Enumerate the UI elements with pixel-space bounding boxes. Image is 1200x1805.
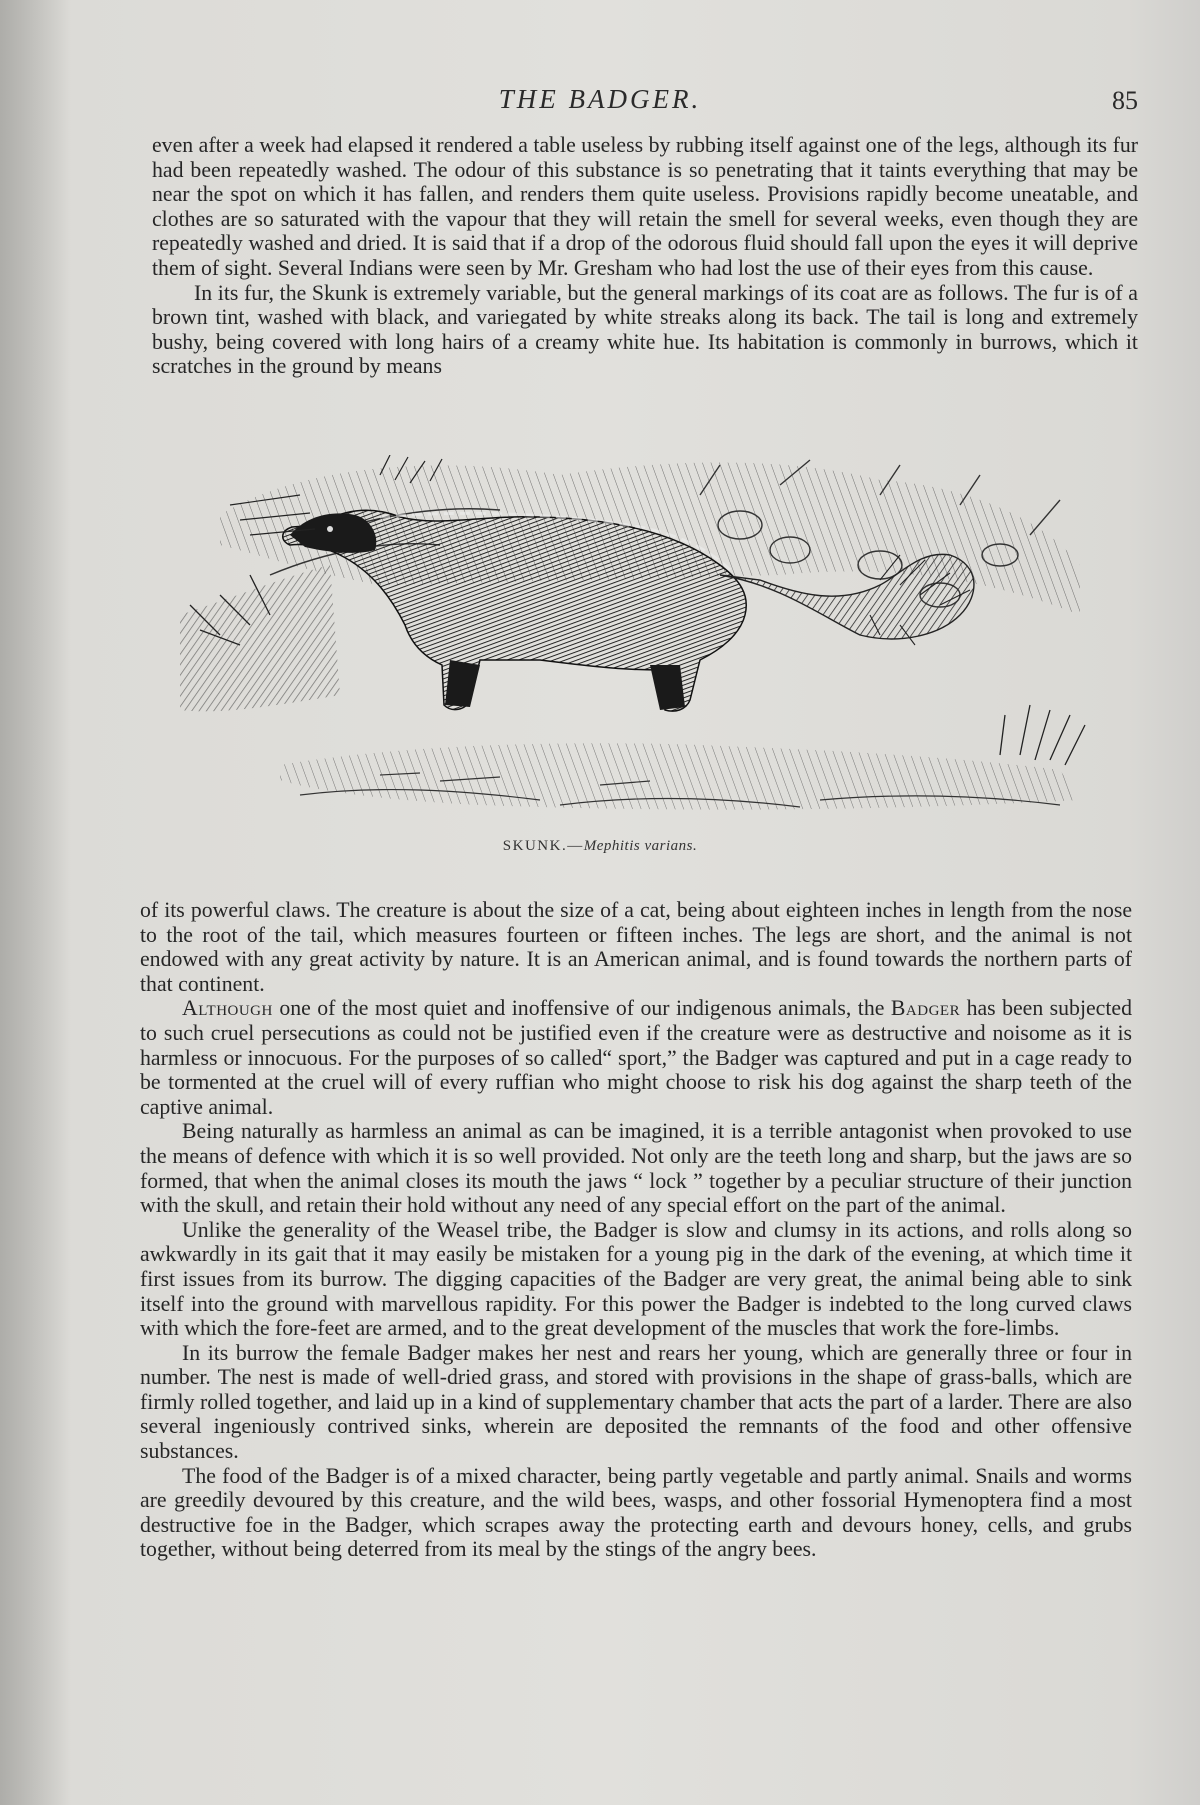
caption-latin-name: Mephitis varians. [583,838,698,854]
paragraph-badger-intro-part-b: has been subjected to such cruel persecutions as could not be justified even if the creature were as destructive and noisome as it is harmless or innocuous. For the purposes of so called“ sport,” the Badger was captured and put in a cage ready to be tormented at the cruel will of every ruffian who might choose to risk his dog against the sharp teeth of the captive animal. [140,996,1132,1119]
skunk-engraving [180,455,1100,835]
paragraph-claws: of its powerful claws. The creature is about the size of a cat, being about eighteen inches in length from the nose to the root of the tail, which measures fourteen or fifteen inches. The legs are short, and the animal is not endowed with any great activity by nature. It is an American animal, and is found towards the northern parts of that continent. [140,898,1132,996]
top-text-block [152,133,1138,379]
paragraph-badger-intro-part-a: one of the most quiet and inoffensive of our indigenous animals, the [272,996,891,1021]
skunk-illustration [180,455,1100,835]
running-title: THE BADGER. [498,84,702,114]
running-head [0,80,1200,120]
figure-caption [0,838,1200,855]
paragraph-jaws: Being naturally as harmless an animal as can be imagined, it is a terrible antagonist when provoked to use the means of defence with which it is so well provided. Not only are the teeth long and sharp, but the jaws are so formed, that when the animal closes its mouth the jaws “ lock ” together by a peculiar structure of their junction with the skull, and retain their hold without any need of any special effort on the part of the animal. [140,1119,1132,1218]
paragraph-badger-intro [140,996,1132,1119]
paragraph-continued: even after a week had elapsed it rendered a table useless by rubbing itself against one of the legs, although its fur had been repeatedly washed. The odour of this substance is so penetrating that it taints everything that may be near the spot on which it has fallen, and renders them quite useless. Provisions rapidly become uneatable, and clothes are so saturated with the vapour that they will retain the smell for several weeks, even though they are repeatedly washed and dried. It is said that if a drop of the odorous fluid should fall upon the eyes it will deprive them of sight. Several Indians were seen by Mr. Gresham who had lost the use of their eyes from this cause. [152,133,1138,280]
bottom-text-block [140,898,1132,1562]
paragraph-gait: Unlike the generality of the Weasel tribe, the Badger is slow and clumsy in its actions, and rolls along so awkwardly in its gait that it may easily be mistaken for a young pig in the dark of the evening, at which time it first issues from its burrow. The digging capacities of the Badger are very great, the animal being able to sink itself into the ground with marvellous rapidity. For this power the Badger is indebted to the long curved claws with which the fore-feet are armed, and to the great development of the muscles that work the fore-limbs. [140,1217,1132,1341]
caption-name: SKUNK. [502,838,568,854]
caption-dash: — [567,838,584,854]
paragraph-food: The food of the Badger is of a mixed character, being partly vegetable and partly animal. Snails and worms are greedily devoured by this creature, and the wild bees, wasps, and other fossorial Hymenoptera find a most destructive foe in the Badger, which scrapes away the protecting earth and devours honey, cells, and grubs together, without being deterred from its meal by the stings of the angry bees. [140,1463,1132,1562]
paragraph-burrow: In its burrow the female Badger makes her nest and rears her young, which are generally three or four in number. The nest is made of well-dried grass, and stored with provisions in the shape of grass-balls, which are firmly rolled together, and laid up in a kind of supplementary chamber that acts the part of a larder. There are also several ingeniously contrived sinks, wherein are deposited the remnants of the food and other offensive substances. [140,1340,1132,1464]
paragraph-skunk-fur: In its fur, the Skunk is extremely variable, but the general markings of its coat are as follows. The fur is of a brown tint, washed with black, and variegated by white streaks along its back. The tail is long and extremely bushy, being covered with long hairs of a creamy white hue. Its habitation is commonly in burrows, which it scratches in the ground by means [152,280,1138,379]
badger-small-caps: Badger [890,996,961,1021]
gutter-shadow [0,0,70,1805]
lead-word: Although [182,996,273,1021]
page-number: 85 [1112,86,1138,115]
